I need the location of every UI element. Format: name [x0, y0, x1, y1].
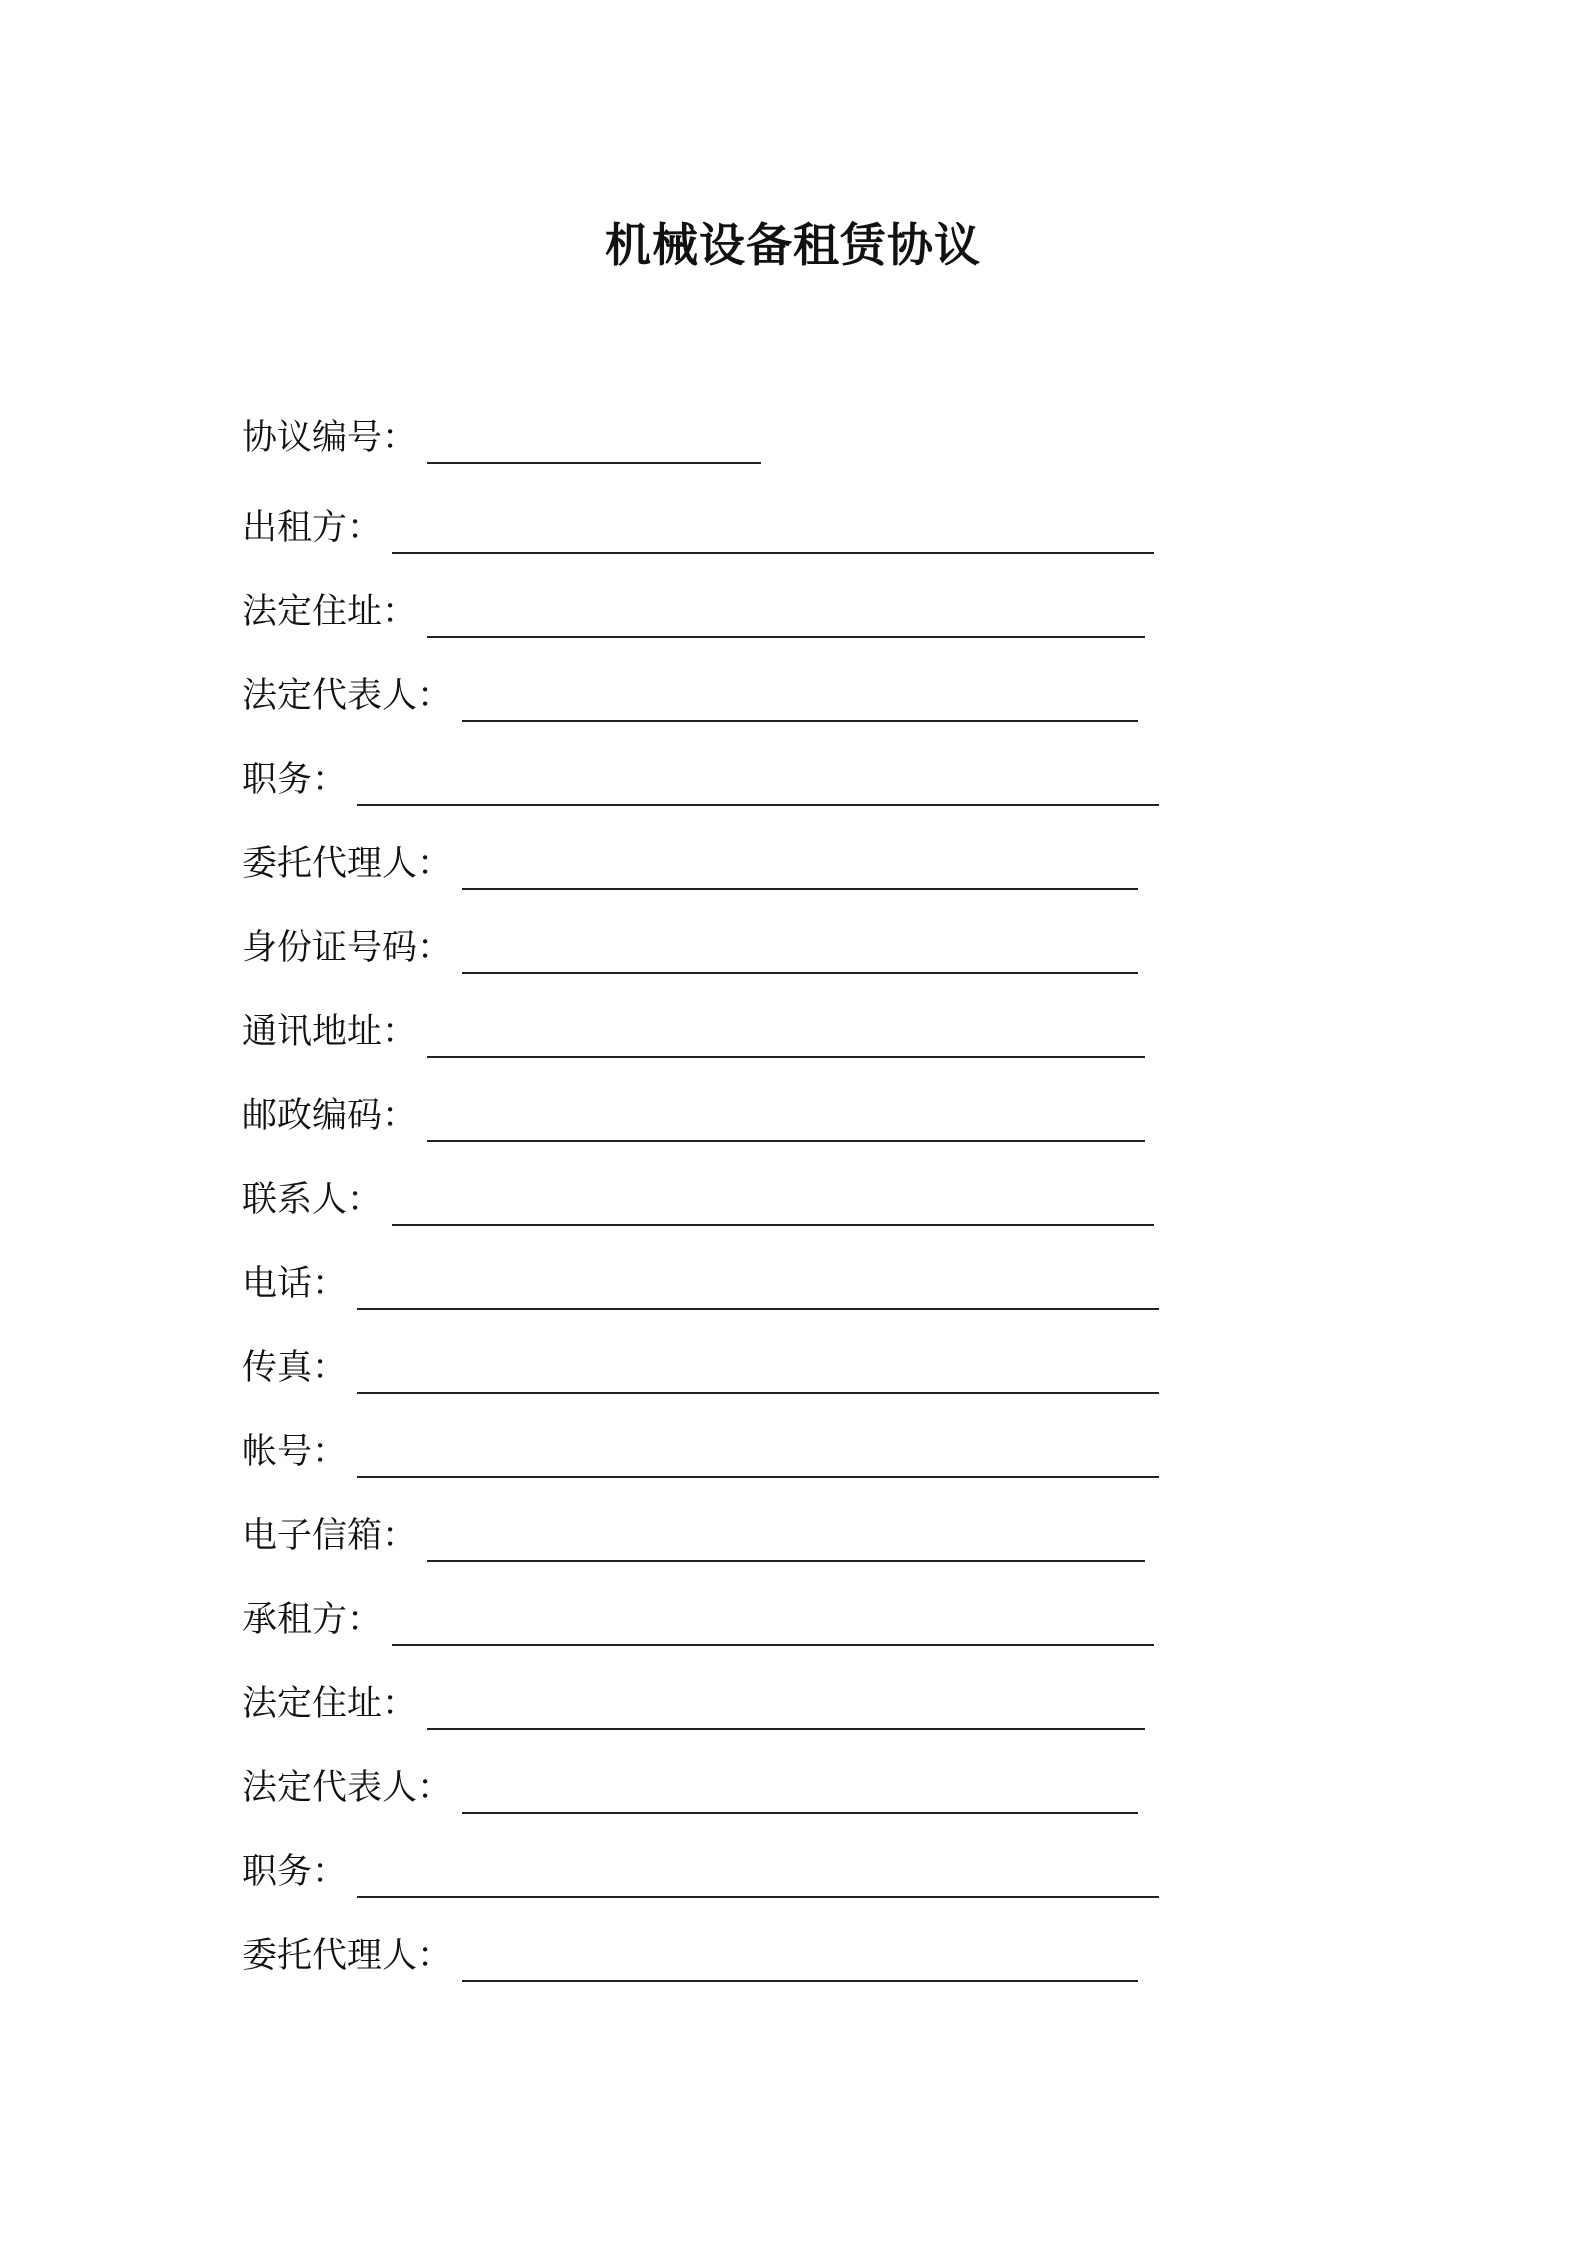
field-label: 承租方：: [242, 1600, 383, 1640]
fill-in-line[interactable]: [462, 1764, 1138, 1814]
field-lessor-phone: [242, 1256, 1159, 1312]
field-lessor-legal-representative: [242, 668, 1138, 724]
fill-in-line[interactable]: [427, 1512, 1145, 1562]
fill-in-line[interactable]: [427, 1680, 1145, 1730]
field-label: 法定代表人：: [242, 1768, 453, 1808]
field-lessor-agent: [242, 836, 1138, 892]
fill-in-line[interactable]: [427, 414, 761, 464]
field-lessor-mailing-address: [242, 1004, 1145, 1060]
fill-in-line[interactable]: [427, 588, 1145, 638]
field-label: 出租方：: [242, 508, 383, 548]
fill-in-line[interactable]: [427, 1008, 1145, 1058]
field-label: 通讯地址：: [242, 1012, 418, 1052]
field-label: 职务：: [242, 1852, 348, 1892]
field-label: 传真：: [242, 1348, 348, 1388]
field-lessee-legal-representative: [242, 1760, 1138, 1816]
field-label: 邮政编码：: [242, 1096, 418, 1136]
field-label: 身份证号码：: [242, 928, 453, 968]
fill-in-line[interactable]: [462, 840, 1138, 890]
field-agreement-number: [242, 410, 761, 466]
field-label: 协议编号：: [242, 418, 418, 458]
form-fields: [242, 0, 1342, 2244]
field-label: 委托代理人：: [242, 844, 453, 884]
fill-in-line[interactable]: [462, 1932, 1138, 1982]
fill-in-line[interactable]: [357, 756, 1159, 806]
field-lessee-legal-address: [242, 1676, 1145, 1732]
field-lessor-contact: [242, 1172, 1154, 1228]
field-lessor-id-number: [242, 920, 1138, 976]
field-lessor-email: [242, 1508, 1145, 1564]
field-label: 联系人：: [242, 1180, 383, 1220]
field-lessor-legal-address: [242, 584, 1145, 640]
fill-in-line[interactable]: [357, 1428, 1159, 1478]
fill-in-line[interactable]: [392, 1596, 1154, 1646]
field-label: 法定住址：: [242, 1684, 418, 1724]
field-label: 电话：: [242, 1264, 348, 1304]
fill-in-line[interactable]: [427, 1092, 1145, 1142]
field-label: 法定代表人：: [242, 676, 453, 716]
field-lessee-position: [242, 1844, 1159, 1900]
field-lessee: [242, 1592, 1154, 1648]
field-lessor-postal-code: [242, 1088, 1145, 1144]
field-lessor-account: [242, 1424, 1159, 1480]
field-lessor: [242, 500, 1154, 556]
fill-in-line[interactable]: [462, 924, 1138, 974]
field-label: 职务：: [242, 760, 348, 800]
field-label: 帐号：: [242, 1432, 348, 1472]
fill-in-line[interactable]: [357, 1848, 1159, 1898]
document-title: 机械设备租赁协议: [605, 218, 981, 272]
fill-in-line[interactable]: [357, 1260, 1159, 1310]
fill-in-line[interactable]: [357, 1344, 1159, 1394]
field-lessor-position: [242, 752, 1159, 808]
field-label: 委托代理人：: [242, 1936, 453, 1976]
field-label: 电子信箱：: [242, 1516, 418, 1556]
field-label: 法定住址：: [242, 592, 418, 632]
field-lessor-fax: [242, 1340, 1159, 1396]
field-lessee-agent: [242, 1928, 1138, 1984]
fill-in-line[interactable]: [392, 504, 1154, 554]
fill-in-line[interactable]: [392, 1176, 1154, 1226]
fill-in-line[interactable]: [462, 672, 1138, 722]
